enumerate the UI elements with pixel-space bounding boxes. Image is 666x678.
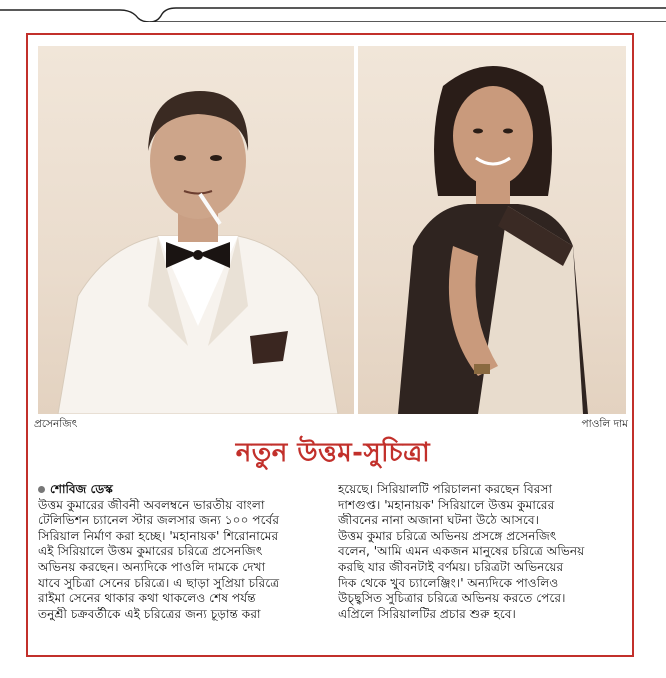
- page-tab-strip: [0, 0, 666, 22]
- man-portrait-image: [38, 46, 354, 414]
- body-line: অভিনয় করছেন। অন্যদিকে পাওলি দামকে দেখা: [38, 559, 266, 574]
- article-column-left: [38, 482, 324, 622]
- photo-prosenjit: [38, 46, 354, 414]
- body-line: দিক থেকে খুব চ্যালেঞ্জিং।' অন্যদিকে পাওলিও: [338, 575, 559, 590]
- photo-paoli-dam: [358, 46, 626, 414]
- article-column-right: [338, 482, 624, 622]
- body-line: উত্তম কুমারের জীবনী অবলম্বনে ভারতীয় বাংলা: [38, 497, 265, 512]
- body-line: দাশগুপ্ত। 'মহানায়ক' সিরিয়ালে উত্তম কুমারের: [338, 497, 555, 512]
- byline-text: শোবিজ ডেস্ক: [50, 482, 113, 496]
- photo-caption-left: প্রসেনজিৎ: [34, 418, 78, 430]
- article-headline: নতুন উত্তম-সুচিত্রা: [235, 438, 431, 468]
- body-line: রাইমা সেনের থাকার কথা থাকলেও শেষ পর্যন্ত: [38, 591, 256, 606]
- body-line: হয়েছে। সিরিয়ালটি পরিচালনা করছেন বিরসা: [338, 482, 553, 496]
- body-line: তনুশ্রী চক্রবর্তীকে এই চরিত্রের জন্য চূড়ান্ত করা: [38, 606, 261, 621]
- body-line: এপ্রিলে সিরিয়ালটির প্রচার শুরু হবে।: [338, 606, 516, 621]
- body-line: জীবনের নানা অজানা ঘটনা উঠে আসবে।: [338, 513, 540, 528]
- body-line: করছি যার জীবনটাই বর্ণময়। চরিত্রটা অভিনয়ের: [338, 559, 564, 574]
- body-line: উচ্ছ্বসিত সুচিত্রার চরিত্রে অভিনয় করতে পেরে।: [338, 591, 566, 606]
- body-line: সিরিয়াল নির্মাণ করা হচ্ছে। 'মহানায়ক' শিরোনামের: [38, 528, 279, 543]
- body-line: যাবে সুচিত্রা সেনের চরিত্রে। এ ছাড়া সুপ্রিয়া চরিত্রে: [38, 575, 280, 590]
- byline: [38, 482, 324, 498]
- body-line: উত্তম কুমার চরিত্রে অভিনয় প্রসঙ্গে প্রসেনজিৎ: [338, 528, 557, 543]
- photo-caption-right: পাওলি দাম: [581, 418, 628, 430]
- body-line: টেলিভিশন চ্যানেল স্টার জলসার জন্য ১০০ পর্বের: [38, 513, 280, 528]
- body-line: বলেন, 'আমি এমন একজন মানুষের চরিত্রে অভিনয়: [338, 544, 585, 559]
- woman-portrait-image: [358, 46, 626, 414]
- body-line: এই সিরিয়ালে উত্তম কুমারের চরিত্রে প্রসেনজিৎ: [38, 544, 263, 559]
- bullet-icon: [38, 486, 45, 493]
